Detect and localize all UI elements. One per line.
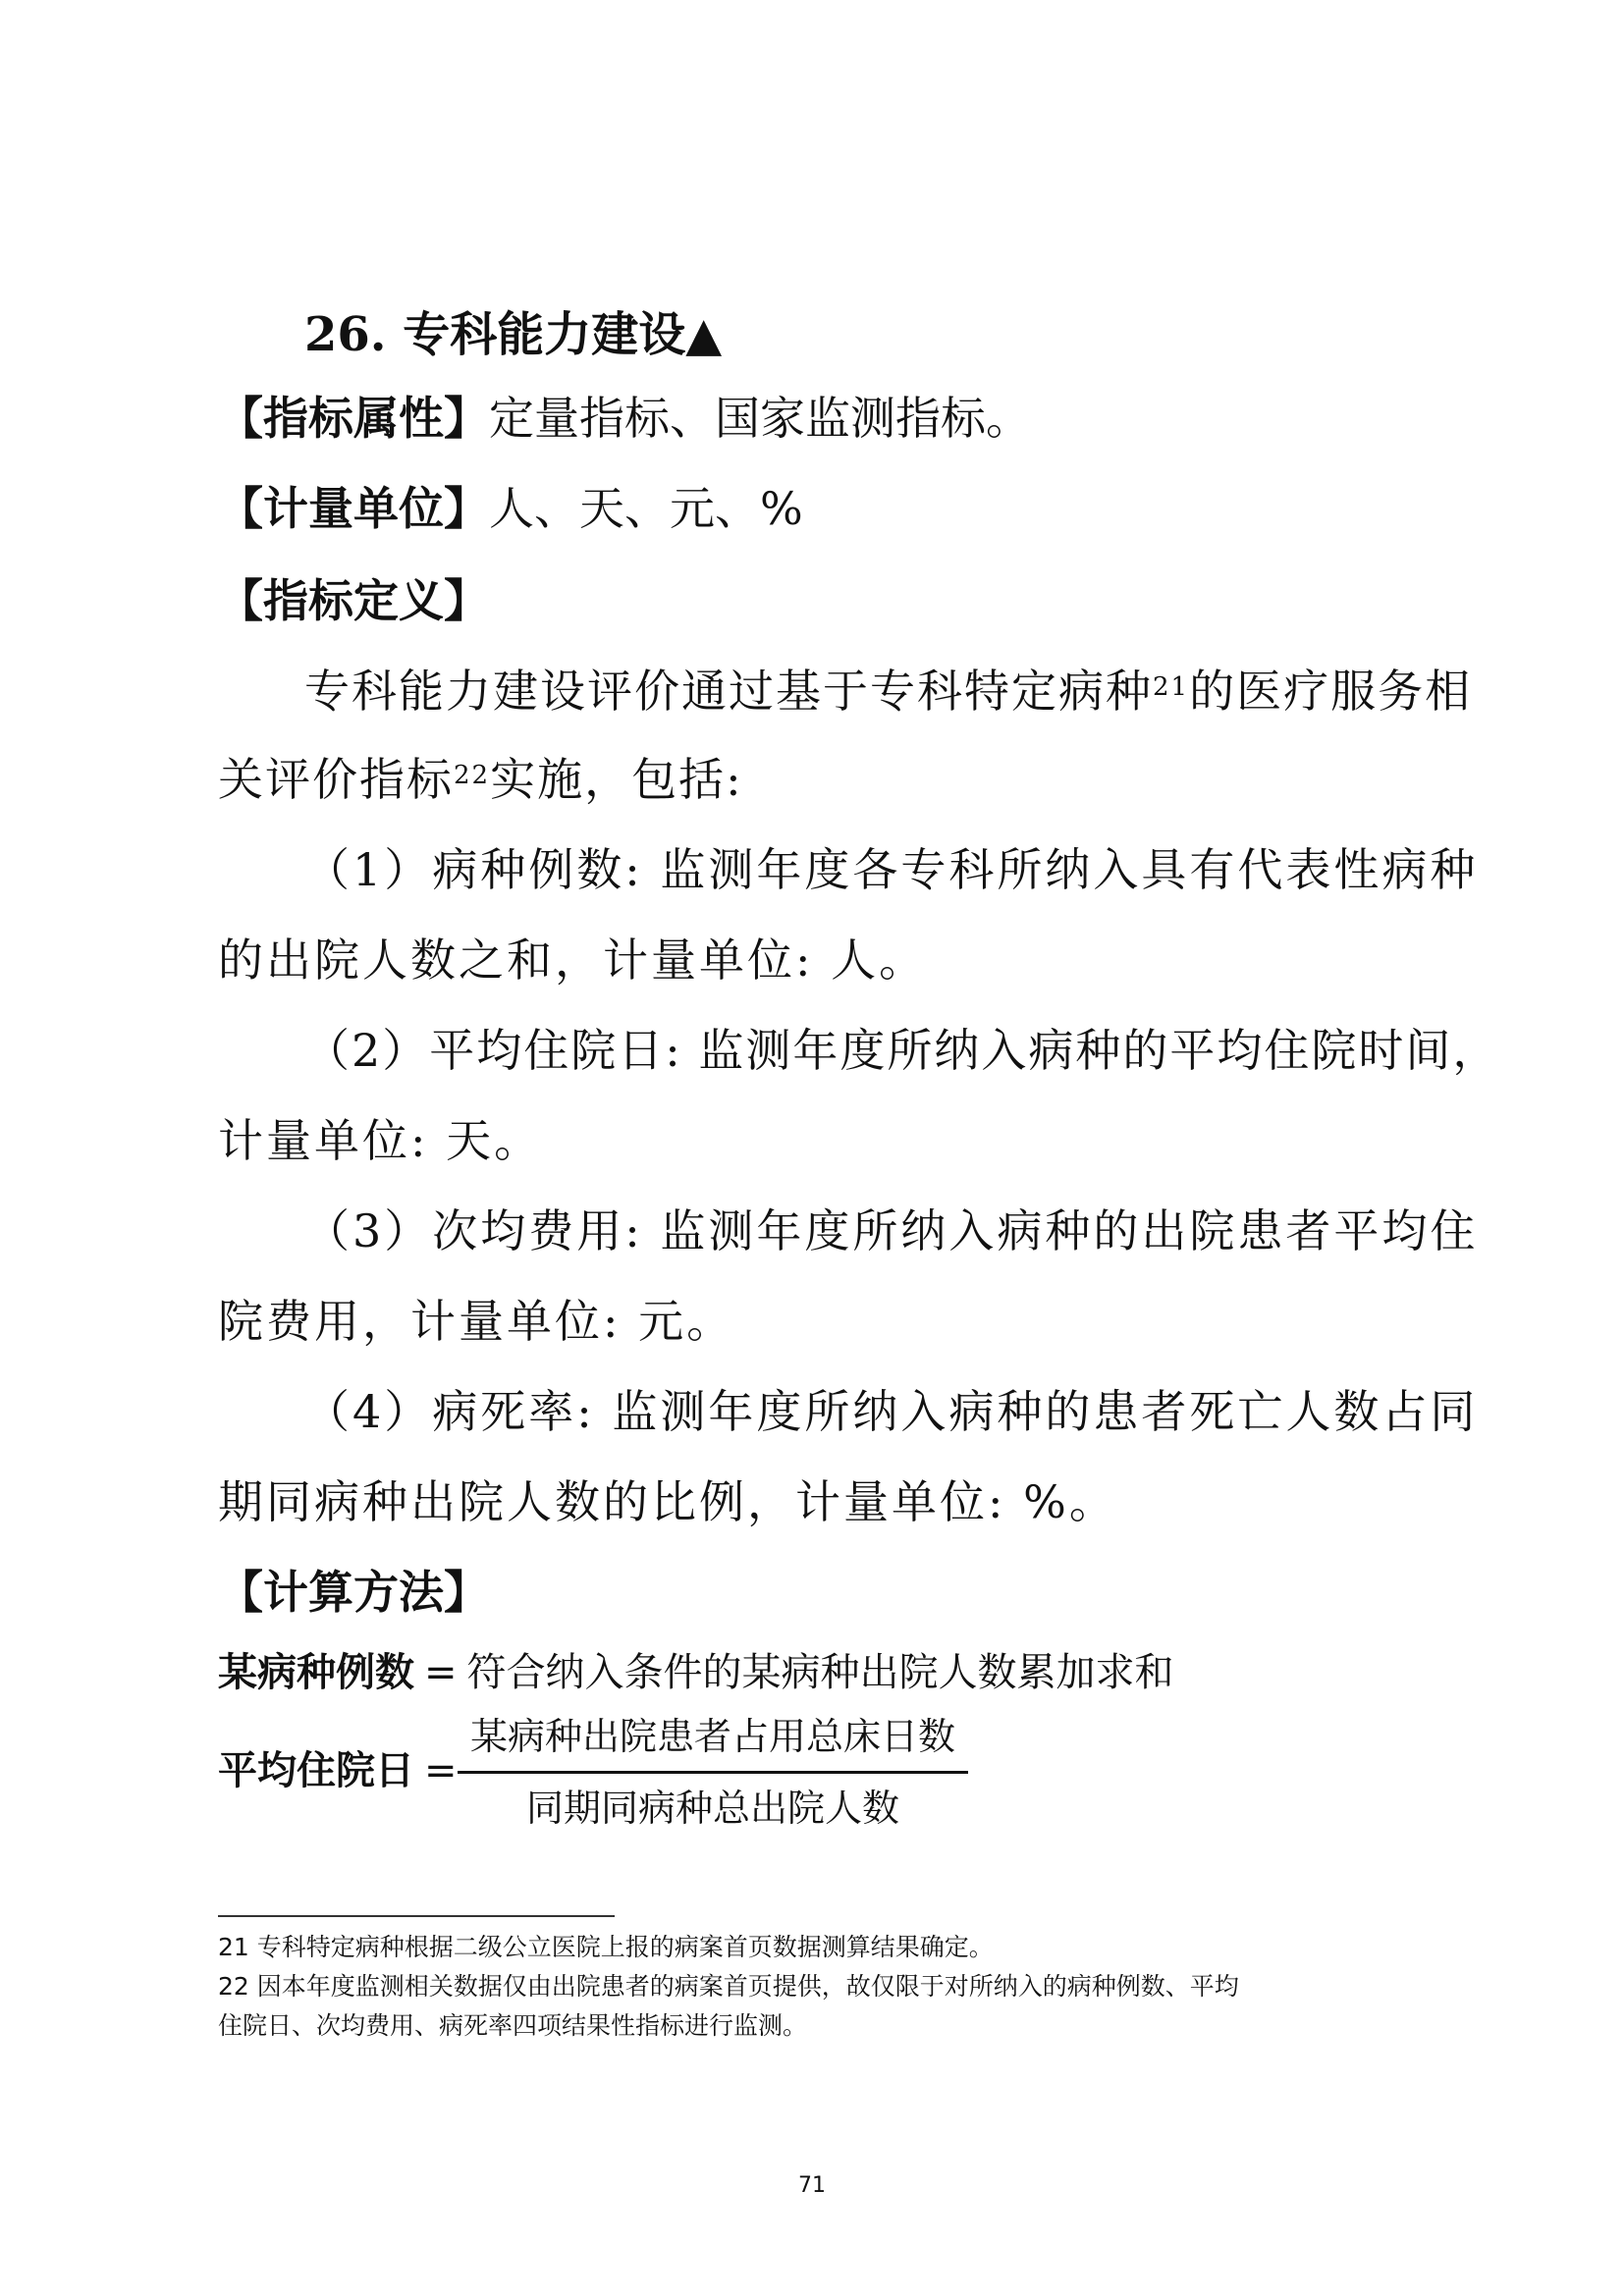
attribute-row	[218, 389, 1406, 448]
formula-avg-stay-label-row	[218, 1743, 467, 1798]
formula-2-denominator: 同期同病种总出院人数	[525, 1787, 899, 1830]
footnote-22-line-2: 住院日、次均费用、病死率四项结果性指标进行监测。	[218, 2011, 808, 2040]
triangle-mark-icon: ▲	[685, 307, 723, 362]
formula-1-label: 某病种例数	[218, 1650, 414, 1695]
definition-label: 【指标定义】	[218, 574, 489, 627]
formula-1-equals: =	[424, 1650, 458, 1695]
footnote-divider	[218, 1915, 615, 1917]
definition-heading	[218, 571, 1406, 630]
item-3-line-2: 院费用，计量单位: 元。	[218, 1295, 735, 1348]
section-number: 26.	[304, 307, 387, 362]
item-2-line-2: 计量单位: 天。	[218, 1114, 543, 1167]
item-4-line-2: 期同病种出院人数的比例，计量单位: %。	[218, 1475, 1117, 1528]
formula-2-label: 平均住院日	[218, 1748, 414, 1793]
item-1-line-1: （1）病种例数: 监测年度各专科所纳入具有代表性病种	[304, 843, 1479, 896]
footnote-ref-21: 21	[1153, 672, 1190, 702]
formula-2-fraction	[458, 1708, 968, 1837]
page-number: 71	[798, 2173, 826, 2198]
attribute-value: 定量指标、国家监测指标。	[489, 392, 1031, 445]
footnote-22-line-1: 22 因本年度监测相关数据仅由出院患者的病案首页提供，故仅限于对所纳入的病种例数、平均	[218, 1972, 1239, 2001]
unit-row	[218, 479, 1406, 538]
item-4-line-1: （4）病死率: 监测年度所纳入病种的患者死亡人数占同	[304, 1385, 1479, 1438]
method-label: 【计算方法】	[218, 1566, 489, 1619]
fraction-bar	[458, 1771, 968, 1774]
formula-2-numerator: 某病种出院患者占用总床日数	[469, 1715, 955, 1758]
footnote-ref-22: 22	[454, 761, 491, 790]
unit-value: 人、天、元、%	[489, 482, 803, 535]
formula-2-equals: =	[424, 1748, 458, 1793]
item-2-line-1: （2）平均住院日: 监测年度所纳入病种的平均住院时间，	[304, 1024, 1500, 1077]
item-3-line-1: （3）次均费用: 监测年度所纳入病种的出院患者平均住	[304, 1204, 1479, 1257]
attribute-label: 【指标属性】	[218, 392, 489, 445]
item-1-line-2: 的出院人数之和，计量单位: 人。	[218, 934, 928, 987]
section-title: 专科能力建设	[403, 307, 686, 362]
section-heading	[304, 302, 722, 367]
definition-intro-line-2: 关评价指标$^{22}$实施，包括:	[218, 753, 743, 806]
definition-intro-line-1: 专科能力建设评价通过基于专科特定病种$^{21}$的医疗服务相	[304, 665, 1473, 718]
formula-case-count	[218, 1645, 1174, 1700]
method-heading	[218, 1563, 1406, 1622]
footnote-21: 21 专科特定病种根据二级公立医院上报的病案首页数据测算结果确定。	[218, 1933, 994, 1961]
unit-label: 【计量单位】	[218, 482, 489, 535]
formula-1-value: 符合纳入条件的某病种出院人数累加求和	[466, 1650, 1174, 1695]
